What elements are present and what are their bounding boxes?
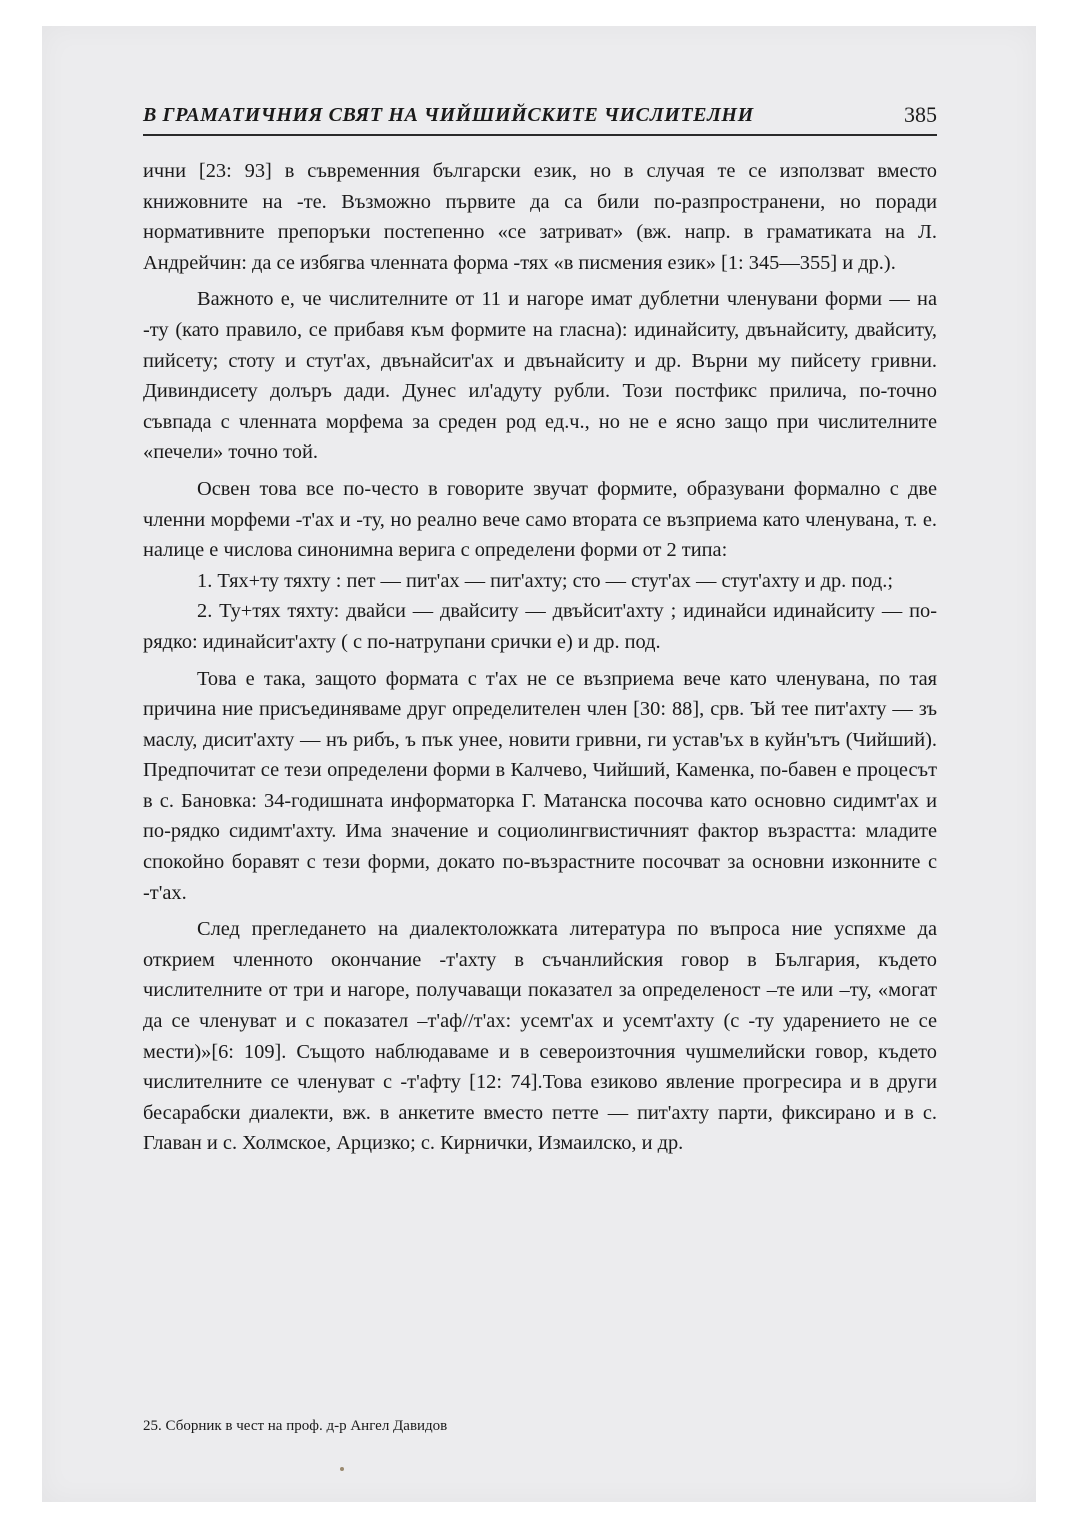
running-header (143, 100, 937, 136)
paragraph-4: Това е така, защото формата с т'ах не се възприема вече като членувана, по тая причина ние присъединяваме друг определителен член [30: 88], срв. Ъй тее пит'ахту — зъ маслу, дисит'ахту — нъ рибъ, ъ пък унее, новити гривни, ги устав'ъх в куйн'ътъ (Чийший). Предпочитат се тези определени форми в Калчево, Чийший, Каменка, по-бавен е процесът в с. Бановка: 34-годишната информаторка Г. Матанска посочва като основно сидимт'ах и по-рядко сидимт'ахту. Има значение и социолингвистичният фактор възрастта: младите спокойно боравят с тези форми, докато по-възрастните посочват за основни изконните с -т'ах. (143, 667, 937, 904)
page-number: 385 (904, 102, 937, 127)
paragraph-2: Важното е, че числителните от 11 и нагоре имат дублетни членувани форми — на -ту (като правило, се прибавя към формите на гласна): идинайситу, двънайситу, двайситу, пийсету; стоту и стут'ах, двънайсит'ах и двънайситу и др. Върни му пийсету гривни. Дивиндисету долъръ дади. Дунес ил'адуту рубли. Този постфикс прилича, по-точно съвпада с членната морфема за среден род ед.ч., но не е ясно защо при числителните «печели» точно той. (143, 288, 937, 464)
paragraph-1: ични [23: 93] в съвременния български език, но в случая те се използват вместо книжовните на -те. Възможно първите да са били по-разпространени, но поради нормативните препоръки постепенно «се затриват» (вж. напр. в граматиката на Л. Андрейчин: да се избягва членната форма -тях «в писмения език» [1: 345—355] и др.). (143, 160, 937, 274)
paragraph-3: Освен това все по-често в говорите звучат формите, образувани формално с две членни морфеми -т'ах и -ту, но реално вече само втората се възприема като членувана, т. е. налице е числова синонимна верига с определени форми от 2 типа: (143, 477, 937, 562)
page-footer: 25. Сборник в чест на проф. д-р Ангел Давидов (143, 1418, 448, 1434)
list-item-2: 2. Ту+тях тяхту: двайси — двайситу — двъйсит'ахту ; идинайси идинайситу — по-рядко: идинайсит'ахту ( с по-натрупани срички е) и др. под. (143, 600, 937, 653)
body-text (143, 156, 937, 1165)
paper-speck (340, 1467, 344, 1471)
list-item-1: 1. Тях+ту тяхту : пет — пит'ах — пит'ахту; сто — стут'ах — стут'ахту и др. под.; (197, 569, 894, 592)
chapter-title: В ГРАМАТИЧНИЯ СВЯТ НА ЧИЙШИЙСКИТЕ ЧИСЛИТЕЛНИ (143, 104, 754, 126)
paragraph-5: След прегледането на диалектоложката литература по въпроса ние успяхме да открием членното окончание -т'ахту в съчанлийския говор в България, където числителните от три и нагоре, получаващи показател за определеност –те или –ту, «могат да се членуват и с показател –т'аф//т'ах: усемт'ах и усемт'ахту (с -ту ударението не се мести)»[6: 109]. Същото наблюдаваме и в североизточния чушмелийски говор, където числителните се членуват с -т'афту [12: 74].Това езиково явление прогресира и в други бесарабски диалекти, вж. в анкетите вместо петте — пит'ахту парти, фиксирано и в с. Главан и с. Холмское, Арцизко; с. Кирнички, Измаилско, и др. (143, 918, 937, 1155)
